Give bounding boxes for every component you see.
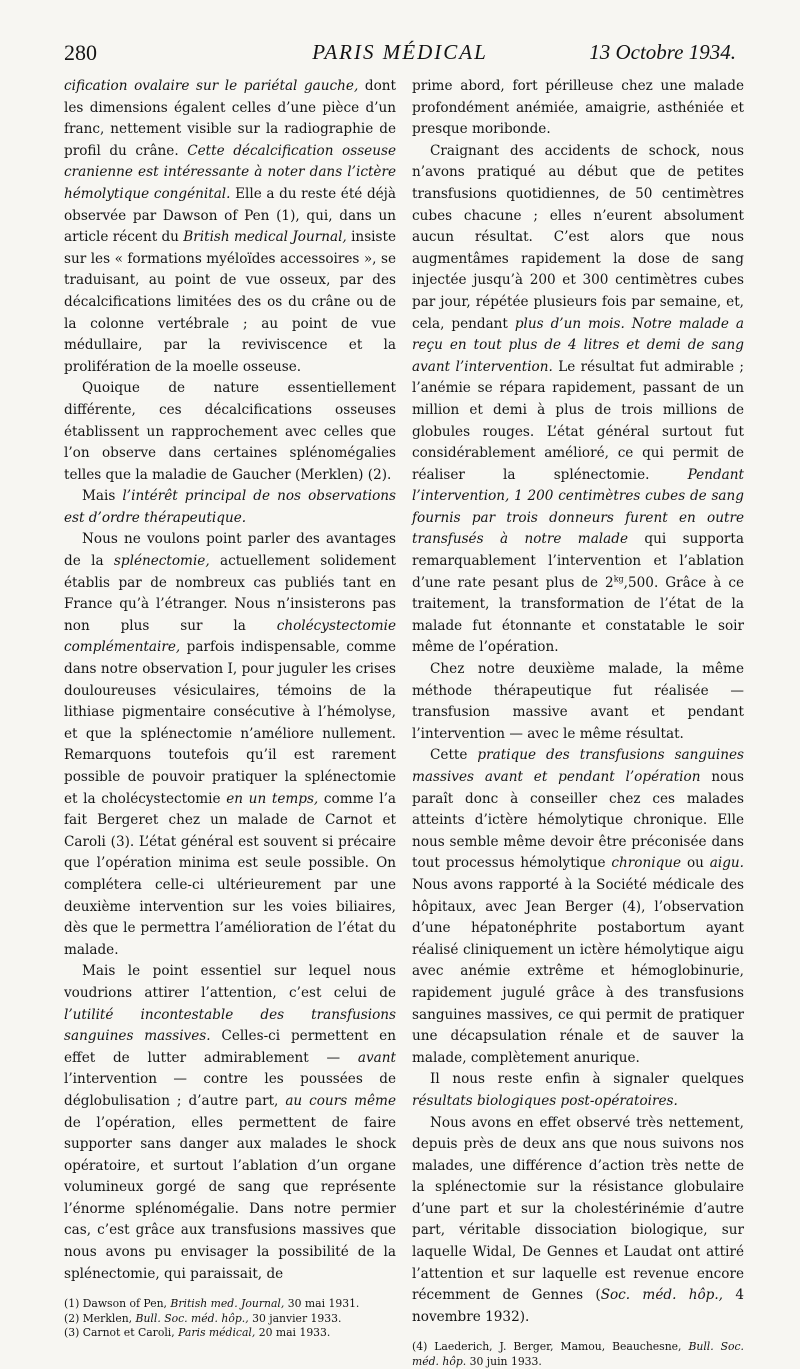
superscript: kg: [613, 574, 624, 584]
paragraph: [64, 961, 396, 1285]
italic-text: Notre malade a reçu en tout plus de 4 litres et demi de sang avant l’intervention.: [412, 315, 744, 375]
text-run: Mais: [82, 488, 123, 505]
footnote: [64, 1297, 396, 1311]
text-run: (1) Dawson of Pen,: [64, 1297, 171, 1311]
text-run: Nous ne voulons point parler des avantages de la: [64, 531, 396, 570]
italic-text: Bull. Soc. méd. hôp.,: [135, 1311, 249, 1325]
text-run: parfois indispensable, comme dans notre observation I, pour juguler les crises douloureuses vésiculaires, témoins de la lithiase pigmentaire consécutive à l’hémolyse, et que la splénectomie n’améliore nullement. Remarquons toutefois qu’il est rarement possible de pouvoir pratiquer la splénectomie et la cholécystectomie: [64, 639, 396, 807]
text-run: ,500. Grâce à ce traitement, la transformation de l’état de la malade fut étonnante et constatable le soir même de l’opération.: [412, 574, 745, 656]
italic-text: plus d’un mois.: [514, 315, 625, 332]
paragraph: [412, 76, 744, 141]
footnotes: [64, 1297, 396, 1340]
page-header: [64, 40, 736, 74]
text-run: Il nous reste enfin à signaler quelques: [430, 1071, 744, 1088]
italic-text: en un temps,: [226, 790, 319, 807]
text-run: Cette: [430, 747, 478, 764]
text-run: prime abord, fort périlleuse chez une malade profondément anémiée, amaigrie, asthéniée et presque moribonde.: [412, 78, 744, 138]
paragraph: [412, 659, 744, 745]
italic-text: cification ovalaire sur le pariétal gauche,: [64, 78, 359, 94]
italic-text: Cette décalcification osseuse cranienne est intéressante à noter dans l’ictère hémolytique congénital.: [64, 142, 397, 202]
footnotes: [412, 1340, 744, 1369]
italic-text: British med. Journal,: [170, 1297, 285, 1311]
italic-text: au cours même: [285, 1092, 396, 1109]
text-run: actuellement solidement établis par de nombreux cas publiés tant en France qu’à l’étranger. Nous n’insisterons pas non plus sur la: [64, 553, 396, 634]
left-column: [64, 76, 396, 1340]
text-run: 4 novembre 1932).: [412, 1287, 744, 1325]
paragraph: [412, 141, 744, 659]
paragraph: [412, 745, 744, 1069]
italic-text: aigu.: [709, 855, 744, 872]
text-run: Nous avons rapporté à la Société médicale des hôpitaux, avec Jean Berger (4), l’observation d’une hépatonéphrite postabortum ayant réalisé cliniquement un ictère hémolytique aigu avec anémie extrême et hémoglobinurie, rapidement jugulé grâce à des transfusions sanguines massives, ce qui permit de pratiquer une décapsulation rénale et de sauver la malade, complètement anurique.: [412, 876, 744, 1066]
text-run: insiste sur les « formations myéloïdes accessoires », se traduisant, au point de vue osseux, par des décalcifications limitées des os du crâne ou de la colonne vertébrale ; au point de vue médullaire, par la reviviscence et la prolifération de la moelle osseuse.: [64, 229, 396, 375]
paragraph: [64, 76, 396, 378]
text-run: Elle a du reste été déjà observée par Dawson of Pen (1), qui, dans un article récent du: [64, 185, 397, 246]
text-run: de l’opération, elles permettent de faire supporter sans danger aux malades le shock opératoire, et surtout l’ablation d’un organe volumineux gorgé de sang que représente l’énorme splénomégalie. Dans notre permier cas, c’est grâce aux transfusions massives que nous avons pu envisager la possibilité de la splénectomie, qui paraissait, de: [64, 1114, 396, 1282]
text-run: (4) Laederich, J. Berger, Mamou, Beauchesne,: [412, 1340, 689, 1354]
footnote: [64, 1326, 396, 1340]
text-run: 30 juin 1933.: [466, 1354, 542, 1368]
italic-text: pratique des transfusions sanguines massives avant et pendant l’opération: [412, 747, 744, 785]
italic-text: Soc. méd. hôp.,: [600, 1287, 723, 1304]
italic-text: résultats biologiques post-opératoires.: [412, 1092, 678, 1109]
paragraph: [64, 378, 396, 486]
paragraph: [412, 1069, 744, 1112]
text-run: (2) Merklen,: [64, 1311, 136, 1325]
text-run: qui supporta remarquablement l’intervention et l’ablation d’une rate pesant plus de 2: [412, 531, 744, 591]
text-run: nous paraît donc à conseiller chez ces malades atteints d’ictère hémolytique chronique. Elle nous semble même devoir être préconisée dans tout processus hémolytique: [412, 769, 745, 872]
italic-text: avant: [357, 1049, 396, 1066]
text-run: 30 mai 1931.: [284, 1297, 360, 1311]
italic-text: l’intérêt principal de nos observations est d’ordre thérapeutique.: [64, 488, 396, 526]
italic-text: cholécystectomie complémentaire,: [64, 617, 396, 656]
text-run: [625, 316, 632, 332]
text-run: 30 janvier 1933.: [248, 1311, 342, 1325]
italic-text: Paris médical,: [178, 1326, 256, 1340]
italic-text: chronique: [611, 855, 682, 872]
text-run: Mais le point essentiel sur lequel nous voudrions attirer l’attention, c’est celui de: [64, 963, 396, 1001]
text-run: Celles-ci permettent en effet de lutter admirablement —: [64, 1028, 396, 1066]
italic-text: l’utilité incontestable des transfusions sanguines massives.: [64, 1006, 396, 1045]
right-column: [412, 76, 744, 1369]
text-run: Quoique de nature essentiellement différente, ces décalcifications osseuses établissent un rapprochement avec celles que l’on observe dans certaines splénomégalies telles que la maladie de Gaucher (Merklen) (2).: [64, 380, 396, 483]
issue-date: 13 Octobre 1934.: [589, 40, 736, 64]
text-run: 20 mai 1933.: [255, 1326, 331, 1340]
italic-text: Bull. Soc. méd. hôp.: [412, 1340, 744, 1368]
paragraph: [64, 486, 396, 529]
text-run: comme l’a fait Bergeret chez un malade de Carnot et Caroli (3). L’état général est souvent si précaire que l’opération minima est seule possible. On complétera celle-ci ultérieurement par une deuxième intervention sur les voies biliaires, dès que le permettra l’amélioration de l’état du malade.: [64, 790, 396, 958]
text-run: ou: [681, 855, 710, 872]
text-run: Nous avons en effet observé très nettement, depuis près de deux ans que nous suivons nos malades, une différence d’action très nette de la splénectomie sur la résistance globulaire d’une part et sur la cholestérinémie d’autre part, véritable dissociation biologique, sur laquelle Widal, De Gennes et Laudat ont attiré l’attention et sur laquelle est revenue encore récemment de Gennes (: [412, 1114, 744, 1304]
italic-text: splénectomie,: [113, 553, 210, 570]
journal-title: PARIS MÉDICAL: [312, 40, 488, 64]
paragraph: [64, 529, 396, 961]
page-number: 280: [64, 40, 97, 65]
text-run: Craignant des accidents de schock, nous n’avons pratiqué au début que de petites transfusions quotidiennes, de 50 centimètres cubes chacune ; elles n’eurent absolument aucun résultat. C’est alors que nous augmentâmes rapidement la dose de sang injectée jusqu’à 200 et 300 centimètres cubes par jour, répétée plusieurs fois par semaine, et, cela, pendant: [412, 142, 744, 332]
text-run: Le résultat fut admirable ; l’anémie se répara rapidement, passant de un million et demi à plus de trois millions de globules rouges. L’état général surtout fut considérablement amélioré, ce qui permit de réaliser la splénectomie.: [412, 358, 744, 483]
paragraph: [412, 1113, 744, 1329]
text-run: Chez notre deuxième malade, la même méthode thérapeutique fut réalisée — transfusion massive avant et pendant l’intervention — avec le même résultat.: [412, 661, 744, 742]
text-run: dont les dimensions égalent celles d’une pièce d’un franc, nettement visible sur la radiographie de profil du crâne.: [64, 78, 396, 159]
text-run: l’intervention — contre les poussées de déglobulisation ; d’autre part,: [64, 1071, 396, 1109]
italic-text: Pendant l’intervention, 1 200 centimètres cubes de sang fournis par trois donneurs furent en outre transfusés à notre malade: [412, 466, 744, 548]
footnote: [412, 1340, 744, 1369]
footnote: [64, 1312, 396, 1326]
italic-text: British medical Journal,: [183, 229, 347, 246]
text-run: (3) Carnot et Caroli,: [64, 1326, 179, 1340]
